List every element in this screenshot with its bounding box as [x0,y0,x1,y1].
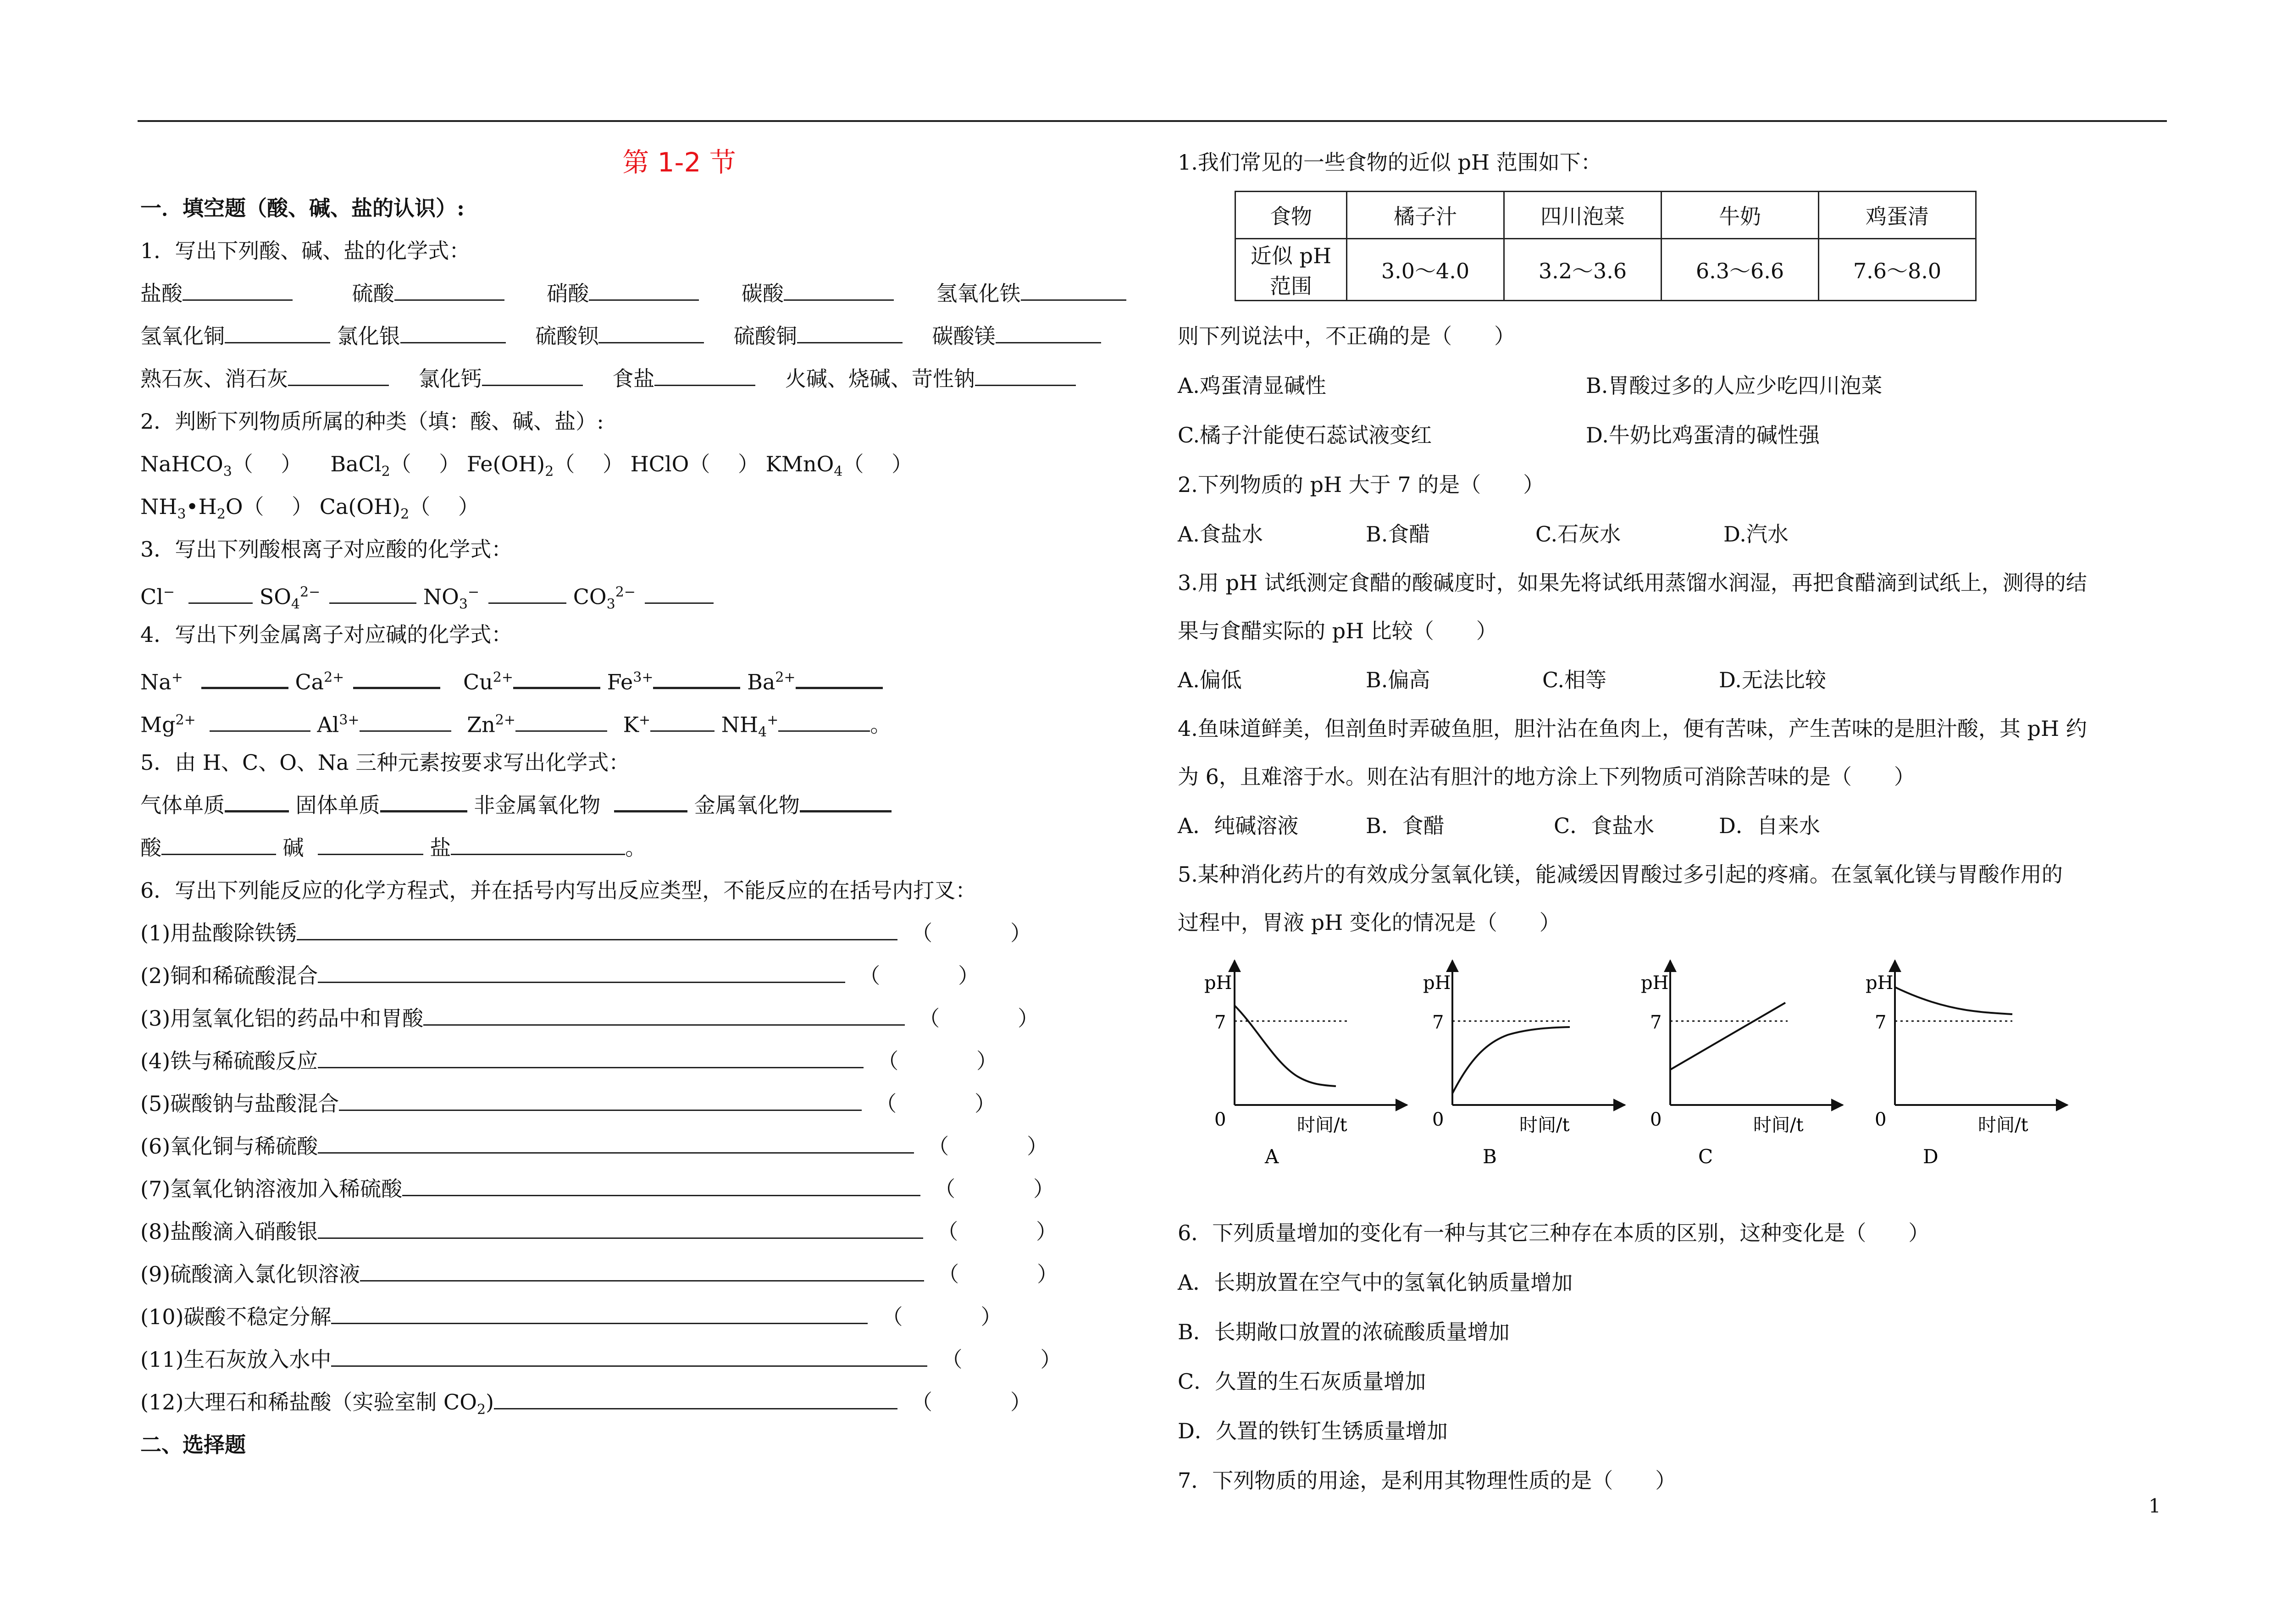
rq3-line1: 3.用 pH 试纸测定食醋的酸碱度时，如果先将试纸用蒸馏水润湿，再把食醋滴到试纸上，测得的结 [1178,570,2087,595]
graph-label: D [1923,1145,1939,1168]
table-cell: 橘子汁 [1347,192,1504,239]
answer-blank[interactable] [161,835,276,855]
option-a[interactable]: A．纯碱溶液 [1178,813,1299,838]
answer-blank[interactable] [402,1177,920,1196]
answer-blank[interactable] [380,792,467,812]
answer-blank[interactable] [797,324,903,343]
rq1-options-ab [1178,361,2187,410]
answer-blank[interactable] [210,712,310,732]
left-column [140,138,1135,1466]
option-d[interactable]: D．久置的铁钉生锈质量增加 [1178,1419,1448,1443]
origin-label: 0 [1650,1109,1662,1130]
option-c[interactable]: C.石灰水 [1535,522,1621,547]
section1-heading: 一．填空题（酸、碱、盐的认识）: [140,196,465,221]
table-cell: 6.3～6.6 [1662,239,1819,301]
answer-blank[interactable] [400,324,506,343]
answer-paren[interactable]: （ ） [842,452,913,476]
graph-label: C [1698,1145,1713,1168]
option-b[interactable]: B.胃酸过多的人应少吃四川泡菜 [1586,373,1883,398]
option-b[interactable]: B．食醋 [1366,813,1445,838]
option-c[interactable]: C.橘子汁能使石蕊试液变红 [1178,423,1432,447]
answer-paren[interactable]: （ ） [243,494,313,519]
answer-paren[interactable]: （ ） [689,452,759,476]
ph-table-header [1235,192,1976,239]
rq1-options-cd [1178,410,2187,460]
q6-item: (10)碳酸不稳定分解 （ ） [140,1304,1002,1329]
answer-blank[interactable] [331,1347,927,1367]
rq6-prompt: 6．下列质量增加的变化有一种与其它三种存在本质的区别，这种变化是（ ） [1178,1221,1930,1245]
answer-paren[interactable]: （ ） [232,452,302,476]
answer-blank[interactable] [494,1390,897,1409]
q6-prompt: 6．写出下列能反应的化学方程式，并在括号内写出反应类型，不能反应的在括号内打叉： [140,878,977,903]
answer-blank[interactable] [784,281,894,301]
answer-blank[interactable] [297,921,897,940]
q1-row1: 盐酸 硫酸 硝酸 碳酸 氢氧化铁 [140,272,1135,315]
answer-blank[interactable] [331,1304,868,1324]
option-d[interactable]: D.牛奶比鸡蛋清的碱性强 [1586,423,1820,447]
option-b[interactable]: B.食醋 [1366,522,1430,547]
answer-blank[interactable] [513,668,600,689]
option-d[interactable]: D.无法比较 [1719,668,1826,692]
q3-prompt: 3．写出下列酸根离子对应酸的化学式： [140,537,513,562]
answer-blank[interactable] [318,835,423,855]
answer-blank[interactable] [975,366,1076,386]
q6-item: (12)大理石和稀盐酸（实验室制 $CO_2$) （ ） [140,1390,1032,1418]
answer-blank[interactable] [183,281,293,301]
q5-row2: 酸 碱 盐 。 [140,835,647,860]
q5-prompt: 5．由 H、C、O、Na 三种元素按要求写出化学式： [140,750,630,775]
q1-row2: 氢氧化铜 氯化银 硫酸钡 硫酸铜 碳酸镁 [140,315,1135,358]
rq4-line2: 为 6，且难溶于水。则在沾有胆汁的地方涂上下列物质可消除苦味的是（ ） [1178,764,1915,789]
rq4-line1: 4.鱼味道鲜美，但剖鱼时弄破鱼胆，胆汁沾在鱼肉上，便有苦味，产生苦味的是胆汁酸，其 pH 约 [1178,716,2087,741]
q6-item: (9)硫酸滴入氯化钡溶液 （ ） [140,1262,1058,1287]
table-cell: 3.2～3.6 [1504,239,1662,301]
q4-row2: $Mg^{2+}$ $Al^{3+}$ $Zn^{2+}$ K+ $NH_4^+$ 。 [140,712,892,740]
answer-blank[interactable] [800,792,892,812]
option-c[interactable]: C.相等 [1542,668,1607,692]
option-b[interactable]: B.偏高 [1366,668,1430,692]
answer-blank[interactable] [589,281,699,301]
y-axis-label: pH [1641,972,1669,994]
q1-row3: 熟石灰、消石灰 氯化钙 食盐 火碱、烧碱、苛性钠 [140,358,1135,400]
answer-blank[interactable] [360,712,451,732]
y-axis-label: pH [1423,972,1451,994]
q2-row1: NaHCO$_3$（ ） BaCl$_2$（ ） $Fe(OH)_2$（ ） HClO（ ） KMnO$_4$（ ） [140,443,1135,486]
y-axis-label: pH [1204,972,1232,994]
q1-prompt: 1．写出下列酸、碱、盐的化学式： [140,238,471,263]
ph-curve [1452,1027,1570,1094]
ph-curve [1670,1003,1785,1070]
answer-blank[interactable] [645,584,714,604]
ref-label: 7 [1214,1012,1226,1033]
q6-item: (3)用氢氧化铝的药品中和胃酸 （ ） [140,1006,1039,1031]
answer-blank[interactable] [996,324,1101,343]
answer-blank[interactable] [650,712,714,732]
answer-blank[interactable] [329,584,416,604]
answer-blank[interactable] [653,668,740,689]
graph-label: B [1483,1145,1497,1168]
ref-label: 7 [1875,1012,1887,1033]
answer-blank[interactable] [225,792,289,812]
table-cell: 近似 pH 范围 [1235,239,1347,301]
ref-label: 7 [1650,1012,1662,1033]
answer-blank[interactable] [225,324,330,343]
q6-item: (7)氢氧化钠溶液加入稀硫酸 （ ） [140,1177,1055,1201]
q4-prompt: 4．写出下列金属离子对应碱的化学式： [140,622,513,647]
answer-blank[interactable] [318,963,845,983]
answer-blank[interactable] [353,668,440,689]
option-d[interactable]: D.汽水 [1723,522,1789,547]
rq3-options [1178,655,2187,705]
section2-heading: 二、选择题 [140,1432,246,1457]
x-axis-label: 时间/t [1978,1115,2028,1136]
answer-blank[interactable] [796,668,883,689]
origin-label: 0 [1875,1109,1887,1130]
q6-item: (2)铜和稀硫酸混合 （ ） [140,963,980,988]
option-a[interactable]: A.食盐水 [1178,522,1263,547]
q6-item: (5)碳酸钠与盐酸混合 （ ） [140,1091,996,1116]
option-a[interactable]: A.鸡蛋清显碱性 [1178,373,1326,398]
q2-row2: $NH_3•H_2O$（ ） $Ca(OH)_2$（ ） [140,486,1135,528]
x-axis-label: 时间/t [1297,1115,1347,1136]
rq3-line2: 果与食醋实际的 pH 比较（ ） [1178,619,1497,643]
ph-curve [1235,1005,1336,1086]
rq7-prompt: 7．下列物质的用途，是利用其物理性质的是（ ） [1178,1468,1677,1493]
ph-graphs-svg [1178,951,2187,1208]
answer-blank[interactable] [778,712,870,732]
graph-c[interactable] [1641,961,1843,1168]
answer-blank[interactable] [451,835,625,855]
answer-blank[interactable] [515,712,607,732]
table-cell: 7.6～8.0 [1819,239,1976,301]
q6-item: (11)生石灰放入水中 （ ） [140,1347,1062,1372]
answer-blank[interactable] [394,281,504,301]
option-c[interactable]: C．久置的生石灰质量增加 [1178,1369,1426,1394]
rq2-prompt: 2.下列物质的 pH 大于 7 的是（ ） [1178,472,1545,497]
origin-label: 0 [1432,1109,1444,1130]
option-d[interactable]: D．自来水 [1719,813,1820,838]
rq4-options [1178,801,2187,851]
ph-table-row [1235,239,1976,301]
x-axis-label: 时间/t [1753,1115,1804,1136]
graph-b[interactable] [1423,961,1625,1168]
option-a[interactable]: A.偏低 [1178,668,1242,692]
q2-prompt: 2．判断下列物质所属的种类（填：酸、碱、盐）: [140,409,604,434]
rq1-stem: 则下列说法中，不正确的是（ ） [1178,324,1515,348]
answer-blank[interactable] [318,1219,923,1239]
q6-item: (8)盐酸滴入硝酸银 （ ） [140,1219,1058,1244]
answer-blank[interactable] [482,366,583,386]
answer-blank[interactable] [1021,281,1126,301]
q3-ions: Cl− $SO_4^{2-}$ $NO_3^-$ $CO_3^{2-}$ [140,571,1135,613]
table-cell: 鸡蛋清 [1819,192,1976,239]
ph-graphs [1178,951,2187,1208]
answer-blank[interactable] [654,366,755,386]
answer-paren[interactable]: （ ） [554,452,624,476]
answer-paren[interactable]: （ ） [409,494,479,519]
graph-d[interactable] [1866,961,2067,1168]
rq5-line1: 5.某种消化药片的有效成分氢氧化镁，能减缓因胃酸过多引起的疼痛。在氢氧化镁与胃酸作用的 [1178,862,2063,887]
ph-table [1235,191,1977,301]
graph-label: A [1265,1145,1279,1168]
table-cell: 食物 [1235,192,1347,239]
ph-curve [1895,987,2012,1014]
y-axis-label: pH [1866,972,1894,994]
answer-blank[interactable] [201,668,288,689]
rq2-options [1178,509,2187,559]
q5-row1: 气体单质 固体单质 非金属氧化物 金属氧化物 [140,784,1135,827]
q6-item: (4)铁与稀硫酸反应 （ ） [140,1049,998,1073]
rq5-line2: 过程中，胃液 pH 变化的情况是（ ） [1178,910,1561,935]
answer-blank[interactable] [318,1134,914,1154]
page-number: 1 [2149,1495,2161,1517]
option-a[interactable]: A．长期放置在空气中的氢氧化钠质量增加 [1178,1270,1573,1295]
ref-label: 7 [1432,1012,1444,1033]
answer-blank[interactable] [318,1049,864,1068]
x-axis-label: 时间/t [1519,1115,1570,1136]
q6-item: (6)氧化铜与稀硫酸 （ ） [140,1134,1048,1159]
rq1-prompt: 1.我们常见的一些食物的近似 pH 范围如下： [1178,150,1602,175]
q6-item: (1)用盐酸除铁锈 （ ） [140,921,1032,945]
page-title: 第 1-2 节 [622,147,736,178]
table-cell: 3.0～4.0 [1347,239,1504,301]
answer-blank[interactable] [614,792,687,812]
answer-blank[interactable] [288,366,389,386]
answer-blank[interactable] [339,1091,862,1111]
answer-paren[interactable]: （ ） [390,452,460,476]
right-column [1178,138,2187,1505]
option-c[interactable]: C．食盐水 [1554,813,1655,838]
table-cell: 牛奶 [1662,192,1819,239]
answer-blank[interactable] [188,584,253,604]
origin-label: 0 [1214,1109,1226,1130]
q4-row1: Na+ $Ca^{2+}$ $Cu^{2+}$ $Fe^{3+}$ $Ba^{2+}$ [140,656,1135,699]
answer-blank[interactable] [360,1262,924,1282]
answer-blank[interactable] [488,584,566,604]
option-b[interactable]: B．长期敞口放置的浓硫酸质量增加 [1178,1320,1510,1344]
header-rule [138,120,2167,122]
table-cell: 四川泡菜 [1504,192,1662,239]
answer-blank[interactable] [598,324,704,343]
graph-a[interactable] [1204,961,1407,1168]
answer-blank[interactable] [423,1006,905,1026]
